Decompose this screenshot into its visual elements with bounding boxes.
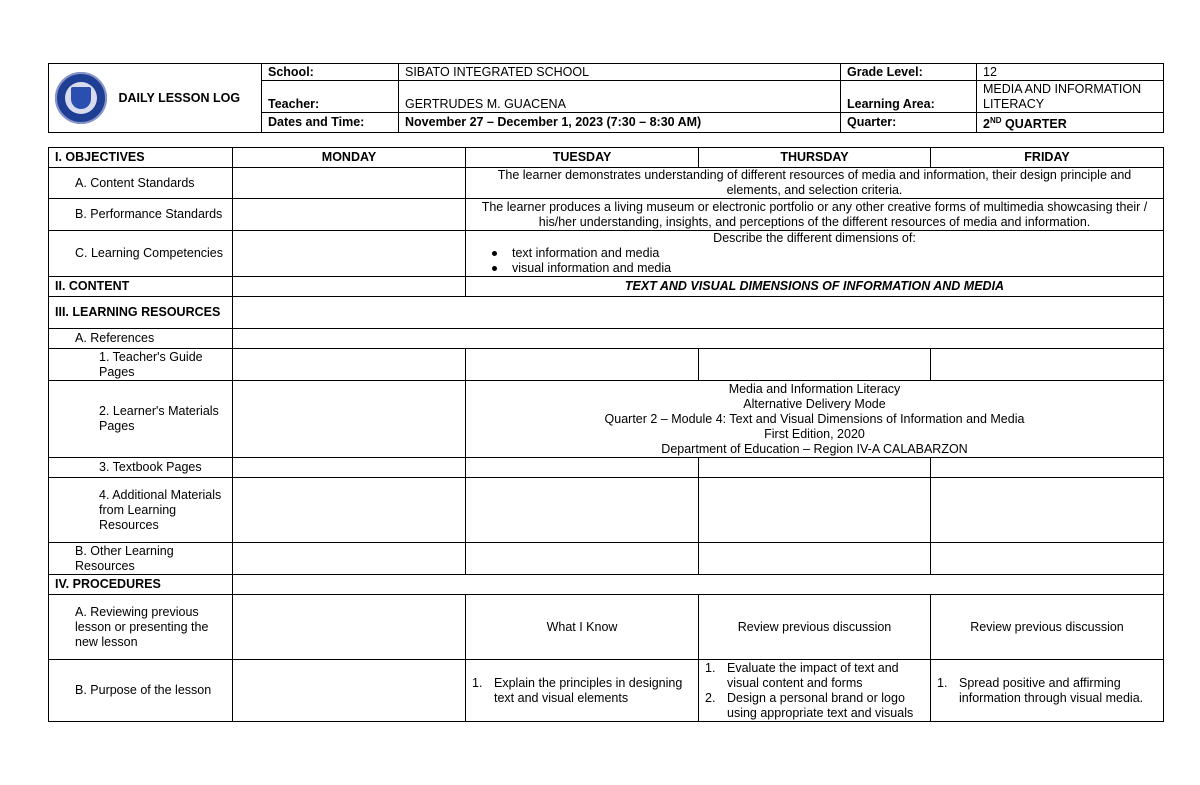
content-standards-label: A. Content Standards xyxy=(49,168,233,199)
learners-materials-text xyxy=(466,381,1164,458)
logo-cell xyxy=(49,64,262,133)
school-label: School: xyxy=(262,64,399,81)
deped-seal-icon xyxy=(55,72,107,124)
lesson-log-table xyxy=(48,147,1164,722)
col-monday: MONDAY xyxy=(233,148,466,168)
cell-empty xyxy=(233,199,466,231)
cell-empty xyxy=(699,543,931,575)
cell-empty xyxy=(931,478,1164,543)
other-resources-label: B. Other Learning Resources xyxy=(49,543,233,575)
reviewing-tuesday: What I Know xyxy=(466,595,699,660)
resources-label: III. LEARNING RESOURCES xyxy=(49,297,233,329)
lm-line: Media and Information Literacy xyxy=(728,381,901,396)
col-tuesday: TUESDAY xyxy=(466,148,699,168)
cell-empty xyxy=(931,543,1164,575)
reviewing-label: A. Reviewing previous lesson or presenting the new lesson xyxy=(49,595,233,660)
content-standards-text: The learner demonstrates understanding of different resources of media and information, their design principle and elements, and selection criteria. xyxy=(466,168,1164,199)
cell-empty xyxy=(466,478,699,543)
cell-empty xyxy=(466,543,699,575)
list-item: visual information and media xyxy=(512,261,1157,276)
list-item: text information and media xyxy=(512,246,1157,261)
cell-empty xyxy=(233,595,466,660)
objectives-heading: I. OBJECTIVES xyxy=(49,148,233,168)
performance-standards-label: B. Performance Standards xyxy=(49,199,233,231)
competencies-label: C. Learning Competencies xyxy=(49,231,233,277)
lm-line: Quarter 2 – Module 4: Text and Visual Dimensions of Information and Media xyxy=(604,411,1025,426)
purpose-label: B. Purpose of the lesson xyxy=(49,660,233,722)
teacher-value: GERTRUDES M. GUACENA xyxy=(399,81,841,113)
cell-empty xyxy=(233,575,1164,595)
cell-empty xyxy=(466,458,699,478)
list-item: 1. Evaluate the impact of text and visual content and forms xyxy=(705,660,899,690)
grade-label: Grade Level: xyxy=(841,64,977,81)
competencies-cell xyxy=(466,231,1164,277)
cell-empty xyxy=(233,231,466,277)
cell-empty xyxy=(931,349,1164,381)
teacher-label: Teacher: xyxy=(262,81,399,113)
textbook-label: 3. Textbook Pages xyxy=(49,458,233,478)
area-label: Learning Area: xyxy=(841,81,977,113)
cell-empty xyxy=(466,349,699,381)
procedures-label: IV. PROCEDURES xyxy=(49,575,233,595)
cell-empty xyxy=(699,478,931,543)
cell-empty xyxy=(233,381,466,458)
list-item: 1. Explain the principles in designing text and visual elements xyxy=(472,675,683,705)
references-label: A. References xyxy=(49,329,233,349)
lm-line: Department of Education – Region IV-A CALABARZON xyxy=(661,441,968,456)
competencies-list xyxy=(472,246,1157,276)
additional-materials-label: 4. Additional Materials from Learning Resources xyxy=(49,478,233,543)
cell-empty xyxy=(233,168,466,199)
content-text: TEXT AND VISUAL DIMENSIONS OF INFORMATION AND MEDIA xyxy=(466,277,1164,297)
quarter-value: 2ND QUARTER xyxy=(977,113,1164,133)
reviewing-friday: Review previous discussion xyxy=(931,595,1164,660)
school-value: SIBATO INTEGRATED SCHOOL xyxy=(399,64,841,81)
dates-value: November 27 – December 1, 2023 (7:30 – 8:30 AM) xyxy=(399,113,841,133)
cell-empty xyxy=(699,349,931,381)
learners-materials-label: 2. Learner's Materials Pages xyxy=(49,381,233,458)
lm-line: First Edition, 2020 xyxy=(764,426,865,441)
list-item: 1. Spread positive and affirming information through visual media. xyxy=(937,675,1144,705)
cell-empty xyxy=(699,458,931,478)
purpose-thursday xyxy=(699,660,931,722)
cell-empty xyxy=(233,297,1164,329)
cell-empty xyxy=(931,458,1164,478)
performance-standards-text: The learner produces a living museum or electronic portfolio or any other creative forms of multimedia showcasing their / his/her understanding, insights, and perceptions of the different resources of media and information. xyxy=(466,199,1164,231)
col-friday: FRIDAY xyxy=(931,148,1164,168)
grade-value: 12 xyxy=(977,64,1164,81)
cell-empty xyxy=(233,329,1164,349)
header-table xyxy=(48,63,1164,133)
cell-empty xyxy=(233,660,466,722)
cell-empty xyxy=(233,458,466,478)
purpose-friday xyxy=(931,660,1164,722)
list-item: 2. Design a personal brand or logo using appropriate text and visuals xyxy=(705,690,914,720)
dates-label: Dates and Time: xyxy=(262,113,399,133)
cell-empty xyxy=(233,349,466,381)
competencies-intro: Describe the different dimensions of: xyxy=(713,231,916,245)
purpose-tuesday xyxy=(466,660,699,722)
lm-line: Alternative Delivery Mode xyxy=(743,396,886,411)
area-value: MEDIA AND INFORMATION LITERACY xyxy=(977,81,1164,113)
doc-title: DAILY LESSON LOG xyxy=(118,90,241,105)
quarter-label: Quarter: xyxy=(841,113,977,133)
cell-empty xyxy=(233,277,466,297)
col-thursday: THURSDAY xyxy=(699,148,931,168)
teachers-guide-label: 1. Teacher's Guide Pages xyxy=(49,349,233,381)
content-label: II. CONTENT xyxy=(49,277,233,297)
cell-empty xyxy=(233,543,466,575)
cell-empty xyxy=(233,478,466,543)
reviewing-thursday: Review previous discussion xyxy=(699,595,931,660)
